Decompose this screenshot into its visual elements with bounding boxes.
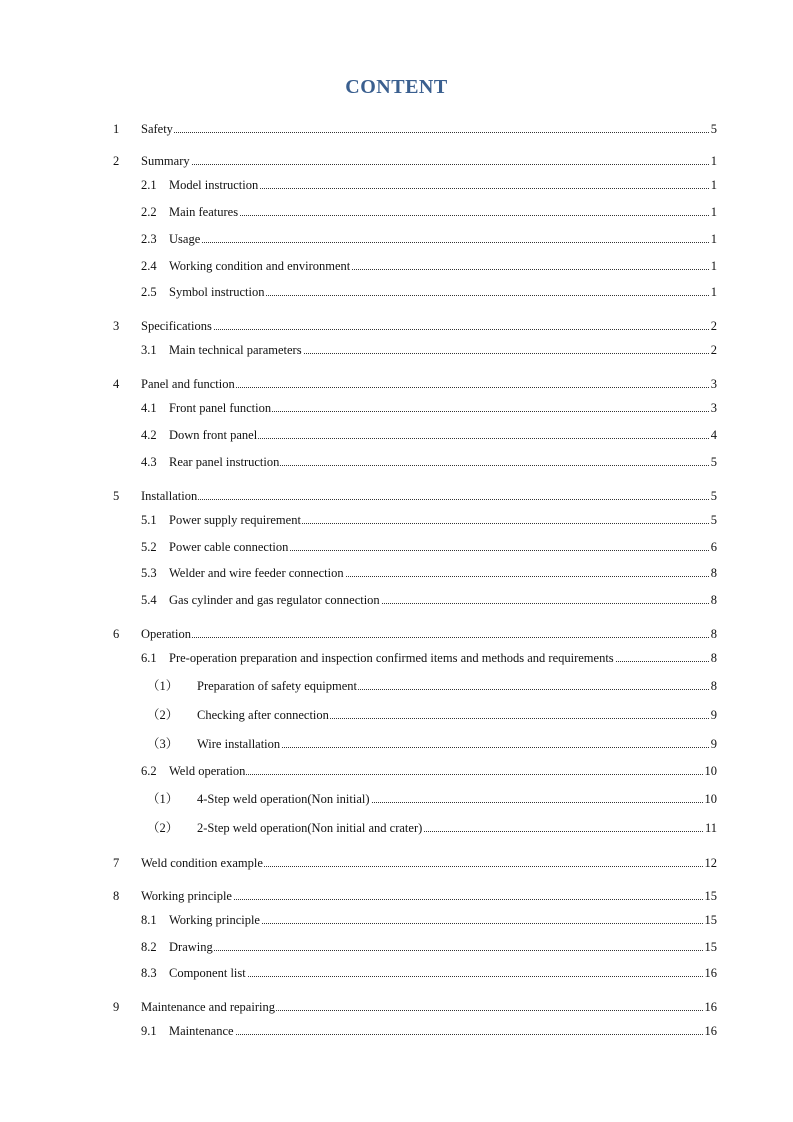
toc-leader-dots <box>141 164 715 165</box>
toc-entry-number: 2.2 <box>141 205 157 219</box>
toc-entry-label: Usage <box>169 232 201 246</box>
toc-entry[interactable] <box>0 677 793 695</box>
toc-entry[interactable] <box>0 735 793 753</box>
toc-entry-number: 3.1 <box>141 343 157 357</box>
toc-entry[interactable] <box>0 854 793 872</box>
toc-entry-page: 9 <box>710 708 717 722</box>
toc-entry[interactable] <box>0 511 793 529</box>
toc-entry-number: 4.1 <box>141 401 157 415</box>
toc-leader-dots <box>141 329 715 330</box>
toc-entry-page: 10 <box>704 792 717 806</box>
toc-entry-page: 6 <box>710 540 717 554</box>
toc-entry-page: 1 <box>710 178 717 192</box>
toc-entry-label: Gas cylinder and gas regulator connection <box>169 593 380 607</box>
toc-entry[interactable] <box>0 375 793 393</box>
toc-entry-page: 5 <box>710 122 717 136</box>
toc-entry-page: 15 <box>704 889 717 903</box>
toc-entry-page: 3 <box>710 401 717 415</box>
toc-leader-dots <box>169 950 715 951</box>
toc-entry-number: 4.3 <box>141 455 157 469</box>
toc-entry-page: 12 <box>704 856 717 870</box>
toc-entry-number: 7 <box>113 856 120 870</box>
toc-entry[interactable] <box>0 152 793 170</box>
toc-entry-page: 4 <box>710 428 717 442</box>
toc-entry-label: 2-Step weld operation(Non initial and crater) <box>197 821 423 835</box>
toc-entry-page: 15 <box>704 940 717 954</box>
toc-entry-number: 4 <box>113 377 120 391</box>
toc-entry-page: 15 <box>704 913 717 927</box>
toc-entry-number: 6.1 <box>141 651 157 665</box>
toc-entry-page: 16 <box>704 1024 717 1038</box>
toc-entry[interactable] <box>0 426 793 444</box>
toc-entry-label: Model instruction <box>169 178 259 192</box>
toc-entry-label: Maintenance <box>169 1024 234 1038</box>
toc-leader-dots <box>169 774 715 775</box>
toc-entry-label: Working condition and environment <box>169 259 351 273</box>
toc-entry-label: Front panel function <box>169 401 272 415</box>
toc-entry[interactable] <box>0 706 793 724</box>
toc-entry-label: Safety <box>141 122 173 136</box>
toc-entry-number: 5.2 <box>141 540 157 554</box>
toc-entry-label: Panel and function <box>141 377 235 391</box>
toc-entry[interactable] <box>0 317 793 335</box>
toc-entry[interactable] <box>0 1022 793 1040</box>
toc-entry-page: 5 <box>710 489 717 503</box>
toc-entry-number: 2.1 <box>141 178 157 192</box>
toc-entry[interactable] <box>0 564 793 582</box>
toc-entry-label: Drawing <box>169 940 213 954</box>
toc-entry[interactable] <box>0 538 793 556</box>
toc-entry[interactable] <box>0 341 793 359</box>
toc-entry[interactable] <box>0 399 793 417</box>
toc-entry-label: Power cable connection <box>169 540 289 554</box>
toc-entry-label: Pre-operation preparation and inspection confirmed items and methods and requirements <box>169 651 614 665</box>
toc-leader-dots <box>141 499 715 500</box>
toc-leader-dots <box>141 132 715 133</box>
toc-entry-page: 8 <box>710 679 717 693</box>
toc-entry[interactable] <box>0 649 793 667</box>
toc-entry-page: 10 <box>704 764 717 778</box>
toc-entry-number: 2.3 <box>141 232 157 246</box>
toc-entry-number: （3） <box>147 737 179 751</box>
toc-entry[interactable] <box>0 887 793 905</box>
toc-entry[interactable] <box>0 938 793 956</box>
toc-entry-page: 8 <box>710 651 717 665</box>
toc-entry-number: 8 <box>113 889 120 903</box>
toc-entry[interactable] <box>0 762 793 780</box>
toc-entry-label: Operation <box>141 627 191 641</box>
toc-entry[interactable] <box>0 203 793 221</box>
toc-entry[interactable] <box>0 120 793 138</box>
toc-entry[interactable] <box>0 998 793 1016</box>
toc-entry[interactable] <box>0 964 793 982</box>
toc-entry-number: 5.4 <box>141 593 157 607</box>
toc-leader-dots <box>169 976 715 977</box>
toc-entry-number: 6 <box>113 627 120 641</box>
toc-entry-label: Component list <box>169 966 246 980</box>
toc-entry-number: 2 <box>113 154 120 168</box>
toc-entry-number: 5 <box>113 489 120 503</box>
toc-entry-page: 5 <box>710 455 717 469</box>
toc-entry-page: 1 <box>710 232 717 246</box>
toc-entry-number: 5.3 <box>141 566 157 580</box>
toc-leader-dots <box>141 637 715 638</box>
toc-entry-page: 3 <box>710 377 717 391</box>
toc-entry-label: Working principle <box>169 913 260 927</box>
toc-entry-page: 8 <box>710 566 717 580</box>
toc-entry-label: Preparation of safety equipment <box>197 679 358 693</box>
toc-entry[interactable] <box>0 283 793 301</box>
toc-entry-label: Wire installation <box>197 737 281 751</box>
toc-entry-label: Symbol instruction <box>169 285 265 299</box>
toc-entry-label: Summary <box>141 154 190 168</box>
toc-entry-label: Weld condition example <box>141 856 263 870</box>
toc-entry-page: 1 <box>710 259 717 273</box>
toc-entry-page: 8 <box>710 593 717 607</box>
toc-entry-page: 9 <box>710 737 717 751</box>
toc-entry-number: 8.2 <box>141 940 157 954</box>
toc-entry-page: 8 <box>710 627 717 641</box>
toc-entry[interactable] <box>0 591 793 609</box>
toc-entry-label: Rear panel instruction <box>169 455 280 469</box>
toc-entry-number: （2） <box>147 821 179 835</box>
toc-entry-number: 6.2 <box>141 764 157 778</box>
toc-entry-label: Weld operation <box>169 764 246 778</box>
toc-entry-label: Power supply requirement <box>169 513 301 527</box>
toc-entry-label: 4-Step weld operation(Non initial) <box>197 792 370 806</box>
toc-entry-page: 1 <box>710 285 717 299</box>
toc-entry-label: Welder and wire feeder connection <box>169 566 344 580</box>
toc-entry[interactable] <box>0 453 793 471</box>
toc-entry-label: Maintenance and repairing <box>141 1000 275 1014</box>
toc-entry-number: 3 <box>113 319 120 333</box>
toc-entry-number: 9 <box>113 1000 120 1014</box>
toc-entry-page: 1 <box>710 154 717 168</box>
toc-entry-page: 1 <box>710 205 717 219</box>
toc-entry-label: Main features <box>169 205 239 219</box>
toc-entry-label: Specifications <box>141 319 212 333</box>
toc-entry-page: 2 <box>710 319 717 333</box>
toc-entry[interactable] <box>0 625 793 643</box>
toc-entry-number: 2.4 <box>141 259 157 273</box>
toc-entry-number: 1 <box>113 122 120 136</box>
toc-entry-number: （1） <box>147 792 179 806</box>
toc-entry-number: 4.2 <box>141 428 157 442</box>
toc-entry[interactable] <box>0 257 793 275</box>
toc-entry-label: Checking after connection <box>197 708 329 722</box>
toc-entry-number: 9.1 <box>141 1024 157 1038</box>
toc-entry-page: 2 <box>710 343 717 357</box>
toc-entry[interactable] <box>0 790 793 808</box>
toc-entry-page: 16 <box>704 966 717 980</box>
toc-entry-number: 8.3 <box>141 966 157 980</box>
toc-entry-number: 8.1 <box>141 913 157 927</box>
toc-entry-label: Working principle <box>141 889 232 903</box>
toc-entry[interactable] <box>0 230 793 248</box>
document-title: CONTENT <box>345 76 448 98</box>
toc-entry-label: Main technical parameters <box>169 343 302 357</box>
toc-entry[interactable] <box>0 176 793 194</box>
toc-entry-label: Down front panel <box>169 428 258 442</box>
toc-entry-number: 2.5 <box>141 285 157 299</box>
toc-entry-number: （2） <box>147 708 179 722</box>
toc-entry[interactable] <box>0 487 793 505</box>
toc-entry[interactable] <box>0 911 793 929</box>
toc-entry[interactable] <box>0 819 793 837</box>
toc-entry-number: （1） <box>147 679 179 693</box>
toc-entry-number: 5.1 <box>141 513 157 527</box>
toc-leader-dots <box>169 242 715 243</box>
toc-entry-label: Installation <box>141 489 198 503</box>
toc-entry-page: 5 <box>710 513 717 527</box>
toc-entry-page: 16 <box>704 1000 717 1014</box>
toc-leader-dots <box>169 1034 715 1035</box>
toc-entry-page: 11 <box>704 821 717 835</box>
toc-leader-dots <box>169 215 715 216</box>
